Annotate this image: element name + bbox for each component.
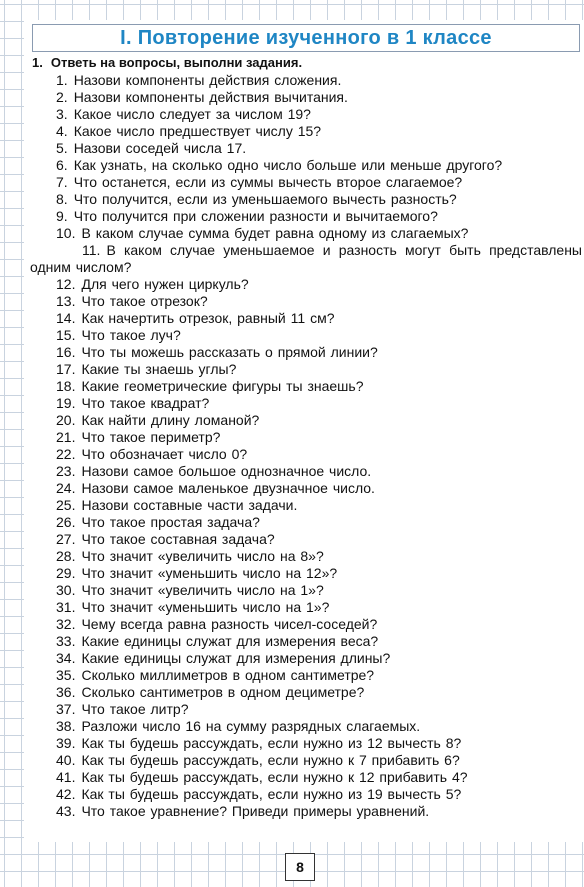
question-item <box>30 344 582 361</box>
question-number: 9. <box>56 208 68 224</box>
question-item <box>30 701 582 718</box>
question-item <box>30 786 582 803</box>
question-item <box>30 412 582 429</box>
question-number: 5. <box>56 140 68 156</box>
question-text: Какие ты знаешь углы? <box>81 361 237 377</box>
question-item <box>30 89 582 106</box>
question-number: 12. <box>56 276 76 292</box>
question-text: Назови составные части задачи. <box>81 497 298 513</box>
question-item <box>30 293 582 310</box>
question-text: Какие единицы служат для измерения длины? <box>81 650 391 666</box>
question-number: 8. <box>56 191 68 207</box>
question-number: 31. <box>56 599 76 615</box>
question-item <box>30 208 582 225</box>
question-text: Разложи число 16 на сумму разрядных слагаемых. <box>81 718 421 734</box>
question-number: 42. <box>56 786 76 802</box>
question-item <box>30 140 582 157</box>
question-number: 33. <box>56 633 76 649</box>
question-number: 11. <box>82 242 101 258</box>
question-number: 37. <box>56 701 76 717</box>
question-text: Сколько сантиметров в одном дециметре? <box>81 684 365 700</box>
question-text: В каком случае сумма будет равна одному из слагаемых? <box>81 225 469 241</box>
question-item <box>30 633 582 650</box>
question-text: Сколько миллиметров в одном сантиметре? <box>81 667 375 683</box>
question-item <box>30 565 582 582</box>
question-text: Как узнать, на сколько одно число больше или меньше другого? <box>73 157 503 173</box>
question-text: Как ты будешь рассуждать, если нужно к 7 прибавить 6? <box>81 752 460 768</box>
title-box <box>32 24 580 52</box>
question-text: Что такое квадрат? <box>81 395 210 411</box>
question-item <box>30 548 582 565</box>
question-number: 36. <box>56 684 76 700</box>
question-text: Назови компоненты действия сложения. <box>73 72 342 88</box>
question-number: 32. <box>56 616 76 632</box>
question-number: 10. <box>56 225 76 241</box>
question-item <box>30 276 582 293</box>
question-text: Что значит «увеличить число на 8»? <box>81 548 324 564</box>
question-list <box>30 72 582 820</box>
question-item <box>30 599 582 616</box>
question-item <box>30 395 582 412</box>
question-text: Для чего нужен циркуль? <box>81 276 249 292</box>
question-item <box>30 718 582 735</box>
question-text: Чему всегда равна разность чисел-соседей? <box>81 616 378 632</box>
question-text: Что получится при сложении разности и вычитаемого? <box>73 208 438 224</box>
question-item <box>30 225 582 242</box>
question-text: Что такое уравнение? Приведи примеры уравнений. <box>81 803 430 819</box>
question-number: 43. <box>56 803 76 819</box>
question-item <box>30 769 582 786</box>
question-number: 17. <box>56 361 76 377</box>
question-number: 41. <box>56 769 76 785</box>
question-number: 13. <box>56 293 76 309</box>
question-number: 15. <box>56 327 76 343</box>
question-item <box>30 157 582 174</box>
question-item <box>30 191 582 208</box>
question-number: 21. <box>56 429 76 445</box>
question-text: Как ты будешь рассуждать, если нужно из 19 вычесть 5? <box>81 786 462 802</box>
question-item <box>30 752 582 769</box>
question-number: 6. <box>56 157 68 173</box>
question-item <box>30 616 582 633</box>
question-number: 35. <box>56 667 76 683</box>
question-text: В каком случае уменьшаемое и разность могут быть представлены одним числом? <box>30 242 582 275</box>
question-text: Как найти длину ломаной? <box>81 412 260 428</box>
question-number: 7. <box>56 174 68 190</box>
question-item <box>30 123 582 140</box>
question-text: Как ты будешь рассуждать, если нужно из 12 вычесть 8? <box>81 735 462 751</box>
question-item <box>30 446 582 463</box>
task-text: Ответь на вопросы, выполни задания. <box>50 55 303 70</box>
question-text: Что такое литр? <box>81 701 189 717</box>
question-text: Что значит «уменьшить число на 12»? <box>81 565 338 581</box>
question-number: 2. <box>56 89 68 105</box>
question-item <box>30 667 582 684</box>
question-number: 4. <box>56 123 68 139</box>
question-text: Что такое составная задача? <box>81 531 275 547</box>
question-item <box>30 106 582 123</box>
question-item <box>30 361 582 378</box>
question-text: Какие единицы служат для измерения веса? <box>81 633 379 649</box>
question-number: 27. <box>56 531 76 547</box>
question-number: 22. <box>56 446 76 462</box>
question-item <box>30 72 582 89</box>
question-number: 23. <box>56 463 76 479</box>
question-text: Как ты будешь рассуждать, если нужно к 12 прибавить 4? <box>81 769 468 785</box>
question-item <box>30 514 582 531</box>
question-item <box>30 480 582 497</box>
question-item <box>30 463 582 480</box>
question-item <box>30 497 582 514</box>
question-text: Какое число следует за числом 19? <box>73 106 311 122</box>
question-text: Что значит «увеличить число на 1»? <box>81 582 324 598</box>
question-number: 20. <box>56 412 76 428</box>
page-number: 8 <box>285 853 315 881</box>
question-item <box>30 242 582 276</box>
question-item <box>30 684 582 701</box>
question-text: Что такое периметр? <box>81 429 221 445</box>
question-item <box>30 429 582 446</box>
question-number: 30. <box>56 582 76 598</box>
question-text: Что значит «уменьшить число на 1»? <box>81 599 330 615</box>
task-number: 1. <box>32 55 43 70</box>
question-text: Как начертить отрезок, равный 11 см? <box>81 310 335 326</box>
question-number: 18. <box>56 378 76 394</box>
question-number: 34. <box>56 650 76 666</box>
question-item <box>30 174 582 191</box>
question-text: Какие геометрические фигуры ты знаешь? <box>81 378 364 394</box>
page-content <box>24 20 584 842</box>
question-item <box>30 310 582 327</box>
question-text: Что ты можешь рассказать о прямой линии? <box>81 344 378 360</box>
question-number: 24. <box>56 480 76 496</box>
question-number: 1. <box>56 72 68 88</box>
question-item <box>30 735 582 752</box>
question-number: 39. <box>56 735 76 751</box>
question-number: 19. <box>56 395 76 411</box>
question-text: Что обозначает число 0? <box>81 446 248 462</box>
question-item <box>30 378 582 395</box>
question-number: 29. <box>56 565 76 581</box>
task-heading <box>32 55 302 70</box>
question-number: 28. <box>56 548 76 564</box>
question-number: 14. <box>56 310 76 326</box>
question-text: Что такое луч? <box>81 327 181 343</box>
question-number: 40. <box>56 752 76 768</box>
question-item <box>30 582 582 599</box>
question-text: Что получится, если из уменьшаемого вычесть разность? <box>73 191 457 207</box>
question-item <box>30 650 582 667</box>
question-number: 3. <box>56 106 68 122</box>
question-text: Что останется, если из суммы вычесть второе слагаемое? <box>73 174 463 190</box>
question-item <box>30 327 582 344</box>
question-text: Назови самое большое однозначное число. <box>81 463 372 479</box>
question-item <box>30 803 582 820</box>
question-number: 26. <box>56 514 76 530</box>
question-text: Что такое простая задача? <box>81 514 260 530</box>
question-item <box>30 531 582 548</box>
question-number: 16. <box>56 344 76 360</box>
question-text: Какое число предшествует числу 15? <box>73 123 322 139</box>
question-text: Что такое отрезок? <box>81 293 208 309</box>
question-text: Назови соседей числа 17. <box>73 140 247 156</box>
question-text: Назови компоненты действия вычитания. <box>73 89 348 105</box>
question-number: 38. <box>56 718 76 734</box>
question-number: 25. <box>56 497 76 513</box>
page-title: I. Повторение изученного в 1 классе <box>120 26 492 49</box>
question-text: Назови самое маленькое двузначное число. <box>81 480 375 496</box>
